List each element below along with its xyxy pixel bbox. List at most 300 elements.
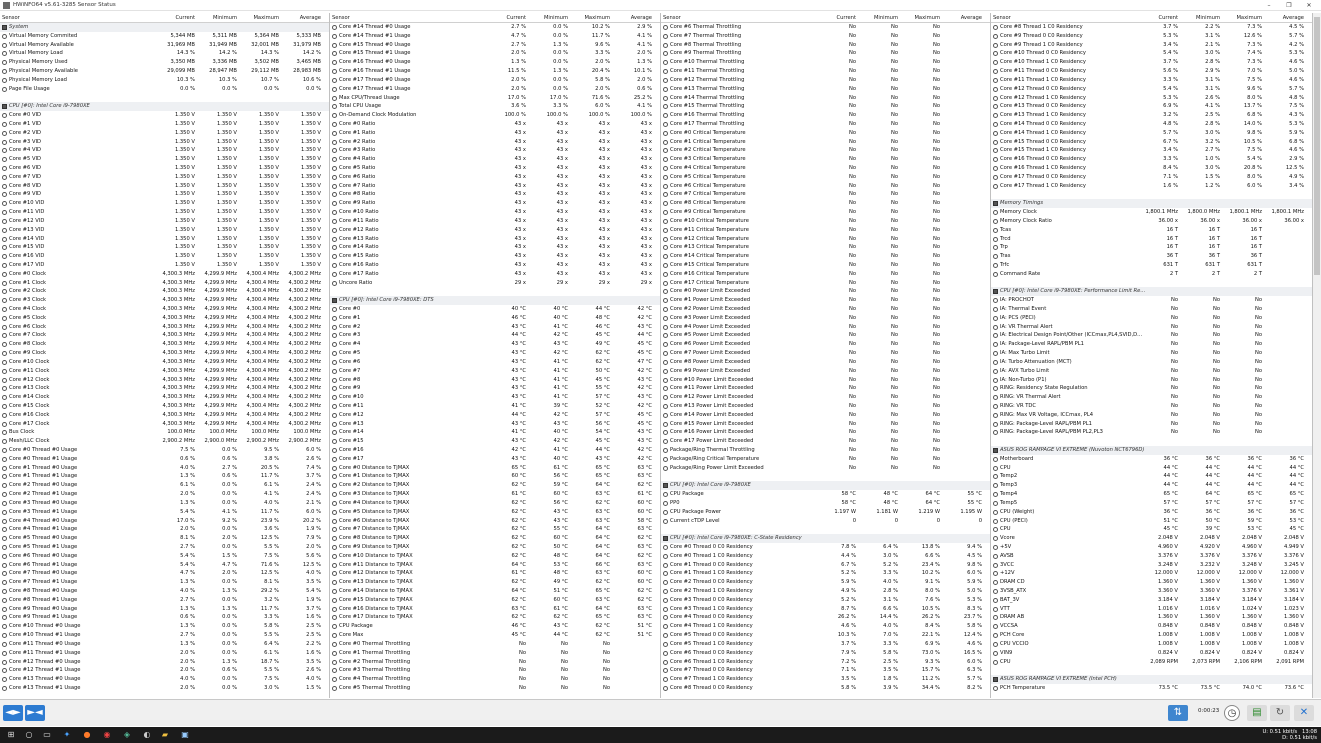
app-icon-1[interactable]: ✦ xyxy=(63,730,71,739)
sensor-row[interactable] xyxy=(661,393,990,402)
sensor-row[interactable] xyxy=(0,411,329,420)
sensor-row[interactable] xyxy=(330,270,660,279)
sensor-row[interactable] xyxy=(991,569,1312,578)
sensor-row[interactable] xyxy=(0,490,329,499)
sensor-row[interactable] xyxy=(330,173,660,182)
sensor-row[interactable] xyxy=(0,631,329,640)
clock-icon[interactable]: ◷ xyxy=(1224,705,1240,721)
sensor-row[interactable] xyxy=(0,305,329,314)
sensor-row[interactable] xyxy=(0,640,329,649)
sensor-row[interactable] xyxy=(991,208,1312,217)
sensor-row[interactable] xyxy=(330,146,660,155)
sensor-row[interactable] xyxy=(991,296,1312,305)
sensor-row[interactable] xyxy=(661,243,990,252)
sensor-row[interactable] xyxy=(0,120,329,129)
sensor-row[interactable] xyxy=(330,41,660,50)
sensor-row[interactable] xyxy=(991,331,1312,340)
sensor-row[interactable] xyxy=(661,279,990,288)
sensor-row[interactable] xyxy=(0,613,329,622)
sensor-row[interactable] xyxy=(661,376,990,385)
sensor-row[interactable] xyxy=(330,472,660,481)
sensor-row[interactable] xyxy=(330,349,660,358)
sensor-row[interactable] xyxy=(661,569,990,578)
sensor-row[interactable] xyxy=(661,684,990,693)
sensor-row[interactable] xyxy=(0,279,329,288)
sensor-row[interactable] xyxy=(661,49,990,58)
sensor-row[interactable] xyxy=(0,472,329,481)
sensor-row[interactable] xyxy=(0,481,329,490)
sensor-row[interactable] xyxy=(991,85,1312,94)
sensor-row[interactable] xyxy=(661,252,990,261)
sensor-row[interactable] xyxy=(330,323,660,332)
sensor-row[interactable] xyxy=(991,129,1312,138)
sensor-row[interactable] xyxy=(330,208,660,217)
sensor-row[interactable] xyxy=(991,464,1312,473)
sensor-row[interactable] xyxy=(661,226,990,235)
header-maximum[interactable]: Maximum xyxy=(914,15,940,21)
header-minimum[interactable]: Minimum xyxy=(543,15,568,21)
sensor-row[interactable] xyxy=(0,349,329,358)
sensor-row[interactable] xyxy=(661,490,990,499)
sensor-row[interactable] xyxy=(0,261,329,270)
column-header[interactable] xyxy=(0,13,329,23)
sensor-row[interactable] xyxy=(0,182,329,191)
sensor-row[interactable] xyxy=(0,41,329,50)
header-sensor[interactable]: Sensor xyxy=(2,15,20,21)
sensor-row[interactable] xyxy=(0,138,329,147)
sensor-row[interactable] xyxy=(661,102,990,111)
sensor-row[interactable] xyxy=(661,296,990,305)
sensor-row[interactable] xyxy=(0,684,329,693)
sensor-row[interactable] xyxy=(0,235,329,244)
sensor-row[interactable] xyxy=(991,411,1312,420)
sensor-row[interactable] xyxy=(330,640,660,649)
sensor-row[interactable] xyxy=(0,561,329,570)
app-icon-4[interactable]: ◐ xyxy=(143,730,151,739)
sensor-row[interactable] xyxy=(661,622,990,631)
sensor-row[interactable] xyxy=(0,446,329,455)
sensor-row[interactable] xyxy=(330,578,660,587)
sensor-row[interactable] xyxy=(0,164,329,173)
sensor-row[interactable] xyxy=(991,67,1312,76)
task-view-icon[interactable]: ▭ xyxy=(43,730,51,739)
sensor-row[interactable] xyxy=(991,384,1312,393)
sensor-row[interactable] xyxy=(661,578,990,587)
sensor-row[interactable] xyxy=(330,481,660,490)
vertical-scrollbar[interactable] xyxy=(1313,13,1321,698)
sensor-row[interactable] xyxy=(330,428,660,437)
header-average[interactable]: Average xyxy=(299,15,321,21)
sensor-row[interactable] xyxy=(330,622,660,631)
sensor-row[interactable] xyxy=(991,120,1312,129)
sensor-row[interactable] xyxy=(661,605,990,614)
header-current[interactable]: Current xyxy=(836,15,856,21)
sensor-row[interactable] xyxy=(991,58,1312,67)
sensor-row[interactable] xyxy=(661,208,990,217)
sensor-row[interactable] xyxy=(661,596,990,605)
sensor-panel-2[interactable] xyxy=(330,13,661,698)
sensor-group[interactable] xyxy=(991,675,1312,684)
hwinfo-taskbar-icon[interactable]: ▣ xyxy=(181,730,189,739)
sensor-row[interactable] xyxy=(0,649,329,658)
column-header[interactable] xyxy=(991,13,1312,23)
sensor-row[interactable] xyxy=(661,155,990,164)
sensor-row[interactable] xyxy=(330,358,660,367)
sensor-row[interactable] xyxy=(0,252,329,261)
sensor-group[interactable] xyxy=(330,296,660,305)
sensor-row[interactable] xyxy=(330,605,660,614)
sensor-row[interactable] xyxy=(0,190,329,199)
sensor-row[interactable] xyxy=(991,146,1312,155)
sensor-row[interactable] xyxy=(330,666,660,675)
sensor-row[interactable] xyxy=(330,376,660,385)
sensor-group[interactable] xyxy=(0,23,329,32)
sensor-row[interactable] xyxy=(991,393,1312,402)
sensor-row[interactable] xyxy=(0,376,329,385)
sensor-row[interactable] xyxy=(0,146,329,155)
minimize-button[interactable]: – xyxy=(1267,2,1271,9)
sensor-row[interactable] xyxy=(0,217,329,226)
sensor-row[interactable] xyxy=(0,367,329,376)
sensor-row[interactable] xyxy=(991,102,1312,111)
sensor-group[interactable] xyxy=(661,481,990,490)
sensor-row[interactable] xyxy=(661,182,990,191)
header-current[interactable]: Current xyxy=(1158,15,1178,21)
sensor-row[interactable] xyxy=(330,534,660,543)
sensor-row[interactable] xyxy=(0,525,329,534)
sensor-row[interactable] xyxy=(991,314,1312,323)
sensor-row[interactable] xyxy=(330,552,660,561)
sensor-row[interactable] xyxy=(661,120,990,129)
header-current[interactable]: Current xyxy=(506,15,526,21)
sensor-row[interactable] xyxy=(991,226,1312,235)
sensor-row[interactable] xyxy=(330,464,660,473)
sensor-row[interactable] xyxy=(330,199,660,208)
sensor-row[interactable] xyxy=(661,411,990,420)
sensor-group[interactable] xyxy=(0,102,329,111)
sensor-row[interactable] xyxy=(661,331,990,340)
sensor-row[interactable] xyxy=(661,420,990,429)
sensor-row[interactable] xyxy=(330,587,660,596)
sensor-row[interactable] xyxy=(0,402,329,411)
sensor-row[interactable] xyxy=(991,587,1312,596)
sensor-row[interactable] xyxy=(661,323,990,332)
sensor-row[interactable] xyxy=(0,296,329,305)
sensor-row[interactable] xyxy=(991,658,1312,667)
sensor-row[interactable] xyxy=(991,481,1312,490)
sensor-row[interactable] xyxy=(991,41,1312,50)
sensor-row[interactable] xyxy=(991,340,1312,349)
sensor-row[interactable] xyxy=(0,517,329,526)
sensor-row[interactable] xyxy=(991,649,1312,658)
sensor-row[interactable] xyxy=(661,76,990,85)
sensor-row[interactable] xyxy=(330,649,660,658)
sensor-row[interactable] xyxy=(991,517,1312,526)
sensor-row[interactable] xyxy=(991,376,1312,385)
network-button[interactable]: ⇅ xyxy=(1168,705,1188,721)
search-icon[interactable]: ○ xyxy=(25,730,33,739)
sensor-row[interactable] xyxy=(661,428,990,437)
app-icon-2[interactable]: ◉ xyxy=(103,730,111,739)
sensor-group[interactable] xyxy=(991,446,1312,455)
sensor-row[interactable] xyxy=(330,675,660,684)
sensor-row[interactable] xyxy=(991,367,1312,376)
sensor-row[interactable] xyxy=(330,138,660,147)
sensor-row[interactable] xyxy=(330,331,660,340)
sensor-row[interactable] xyxy=(0,437,329,446)
sensor-row[interactable] xyxy=(0,666,329,675)
sensor-row[interactable] xyxy=(0,173,329,182)
sensor-row[interactable] xyxy=(330,261,660,270)
sensor-row[interactable] xyxy=(0,464,329,473)
sensor-row[interactable] xyxy=(991,358,1312,367)
sensor-row[interactable] xyxy=(661,58,990,67)
sensor-row[interactable] xyxy=(991,349,1312,358)
sensor-row[interactable] xyxy=(330,525,660,534)
sensor-row[interactable] xyxy=(330,164,660,173)
sensor-row[interactable] xyxy=(330,543,660,552)
sensor-row[interactable] xyxy=(661,41,990,50)
sensor-row[interactable] xyxy=(330,561,660,570)
sensor-row[interactable] xyxy=(0,596,329,605)
sensor-row[interactable] xyxy=(0,534,329,543)
column-header[interactable] xyxy=(330,13,660,23)
sensor-row[interactable] xyxy=(661,85,990,94)
sensor-row[interactable] xyxy=(330,658,660,667)
sensor-row[interactable] xyxy=(330,279,660,288)
sensor-row[interactable] xyxy=(661,270,990,279)
sensor-row[interactable] xyxy=(991,499,1312,508)
sensor-row[interactable] xyxy=(991,182,1312,191)
sensor-row[interactable] xyxy=(0,569,329,578)
sensor-row[interactable] xyxy=(661,190,990,199)
sensor-row[interactable] xyxy=(330,393,660,402)
sensor-row[interactable] xyxy=(991,217,1312,226)
sensor-row[interactable] xyxy=(330,384,660,393)
sensor-row[interactable] xyxy=(0,111,329,120)
sensor-row[interactable] xyxy=(330,631,660,640)
sensor-row[interactable] xyxy=(330,190,660,199)
collapse-right-button[interactable]: ►◄ xyxy=(25,705,45,721)
sensor-row[interactable] xyxy=(661,640,990,649)
sensor-row[interactable] xyxy=(0,331,329,340)
sensor-row[interactable] xyxy=(0,499,329,508)
browser-icon[interactable]: ● xyxy=(83,730,91,739)
sensor-row[interactable] xyxy=(330,499,660,508)
sensor-row[interactable] xyxy=(661,23,990,32)
maximize-button[interactable]: ❐ xyxy=(1286,2,1292,9)
sensor-row[interactable] xyxy=(991,622,1312,631)
sensor-row[interactable] xyxy=(991,605,1312,614)
log-button[interactable]: ▤ xyxy=(1247,705,1267,721)
sensor-row[interactable] xyxy=(661,138,990,147)
sensor-row[interactable] xyxy=(0,420,329,429)
sensor-row[interactable] xyxy=(330,420,660,429)
sensor-row[interactable] xyxy=(661,613,990,622)
sensor-row[interactable] xyxy=(330,217,660,226)
sensor-row[interactable] xyxy=(0,208,329,217)
sensor-row[interactable] xyxy=(661,94,990,103)
header-average[interactable]: Average xyxy=(630,15,652,21)
sensor-row[interactable] xyxy=(991,640,1312,649)
sensor-row[interactable] xyxy=(0,270,329,279)
sensor-row[interactable] xyxy=(330,49,660,58)
sensor-row[interactable] xyxy=(330,58,660,67)
sensor-row[interactable] xyxy=(991,543,1312,552)
reset-button[interactable]: ↻ xyxy=(1270,705,1290,721)
sensor-row[interactable] xyxy=(0,85,329,94)
sensor-row[interactable] xyxy=(661,658,990,667)
sensor-row[interactable] xyxy=(0,543,329,552)
sensor-row[interactable] xyxy=(330,102,660,111)
sensor-row[interactable] xyxy=(661,631,990,640)
header-minimum[interactable]: Minimum xyxy=(873,15,898,21)
sensor-row[interactable] xyxy=(991,472,1312,481)
sensor-row[interactable] xyxy=(991,49,1312,58)
sensor-row[interactable] xyxy=(991,261,1312,270)
header-sensor[interactable]: Sensor xyxy=(993,15,1011,21)
header-current[interactable]: Current xyxy=(175,15,195,21)
sensor-panel-4[interactable] xyxy=(991,13,1313,698)
sensor-row[interactable] xyxy=(661,649,990,658)
header-minimum[interactable]: Minimum xyxy=(1195,15,1220,21)
sensor-row[interactable] xyxy=(0,428,329,437)
sensor-row[interactable] xyxy=(330,613,660,622)
sensor-row[interactable] xyxy=(661,464,990,473)
sensor-row[interactable] xyxy=(661,367,990,376)
sensor-row[interactable] xyxy=(661,666,990,675)
sensor-row[interactable] xyxy=(661,499,990,508)
sensor-row[interactable] xyxy=(0,199,329,208)
sensor-row[interactable] xyxy=(330,129,660,138)
sensor-group[interactable] xyxy=(661,534,990,543)
sensor-row[interactable] xyxy=(661,543,990,552)
sensor-row[interactable] xyxy=(330,305,660,314)
sensor-row[interactable] xyxy=(991,23,1312,32)
sensor-row[interactable] xyxy=(991,235,1312,244)
sensor-row[interactable] xyxy=(661,508,990,517)
sensor-row[interactable] xyxy=(330,437,660,446)
sensor-row[interactable] xyxy=(661,455,990,464)
sensor-row[interactable] xyxy=(991,305,1312,314)
sensor-row[interactable] xyxy=(991,155,1312,164)
sensor-row[interactable] xyxy=(991,32,1312,41)
sensor-row[interactable] xyxy=(0,155,329,164)
sensor-row[interactable] xyxy=(991,631,1312,640)
sensor-row[interactable] xyxy=(661,164,990,173)
sensor-row[interactable] xyxy=(661,437,990,446)
sensor-group[interactable] xyxy=(991,199,1312,208)
sensor-group[interactable] xyxy=(991,287,1312,296)
header-maximum[interactable]: Maximum xyxy=(253,15,279,21)
sensor-row[interactable] xyxy=(0,340,329,349)
sensor-row[interactable] xyxy=(0,67,329,76)
sensor-panel-3[interactable] xyxy=(661,13,991,698)
sensor-row[interactable] xyxy=(0,76,329,85)
sensor-row[interactable] xyxy=(661,517,990,526)
sensor-row[interactable] xyxy=(991,111,1312,120)
sensor-row[interactable] xyxy=(0,508,329,517)
sensor-row[interactable] xyxy=(661,587,990,596)
sensor-row[interactable] xyxy=(330,684,660,693)
sensor-row[interactable] xyxy=(661,552,990,561)
sensor-row[interactable] xyxy=(330,23,660,32)
scrollbar-thumb[interactable] xyxy=(1314,17,1320,275)
sensor-row[interactable] xyxy=(0,455,329,464)
sensor-row[interactable] xyxy=(991,420,1312,429)
header-sensor[interactable]: Sensor xyxy=(663,15,681,21)
sensor-row[interactable] xyxy=(661,446,990,455)
sensor-row[interactable] xyxy=(661,340,990,349)
sensor-row[interactable] xyxy=(661,199,990,208)
sensor-row[interactable] xyxy=(330,226,660,235)
sensor-row[interactable] xyxy=(661,146,990,155)
sensor-row[interactable] xyxy=(991,596,1312,605)
sensor-row[interactable] xyxy=(0,587,329,596)
sensor-row[interactable] xyxy=(0,605,329,614)
sensor-row[interactable] xyxy=(991,534,1312,543)
sensor-row[interactable] xyxy=(330,120,660,129)
app-icon-3[interactable]: ◈ xyxy=(123,730,131,739)
folder-icon[interactable]: ▰ xyxy=(161,730,169,739)
sensor-panel-1[interactable] xyxy=(0,13,330,698)
sensor-row[interactable] xyxy=(0,129,329,138)
sensor-row[interactable] xyxy=(0,393,329,402)
sensor-row[interactable] xyxy=(991,173,1312,182)
sensor-row[interactable] xyxy=(0,323,329,332)
sensor-row[interactable] xyxy=(991,552,1312,561)
sensor-row[interactable] xyxy=(330,32,660,41)
sensor-row[interactable] xyxy=(661,67,990,76)
header-maximum[interactable]: Maximum xyxy=(1236,15,1262,21)
sensor-row[interactable] xyxy=(0,622,329,631)
sensor-row[interactable] xyxy=(330,517,660,526)
sensor-row[interactable] xyxy=(0,32,329,41)
header-sensor[interactable]: Sensor xyxy=(332,15,350,21)
collapse-left-button[interactable]: ◄► xyxy=(3,705,23,721)
sensor-row[interactable] xyxy=(661,675,990,684)
sensor-row[interactable] xyxy=(991,525,1312,534)
sensor-row[interactable] xyxy=(0,658,329,667)
sensor-row[interactable] xyxy=(330,455,660,464)
sensor-row[interactable] xyxy=(991,243,1312,252)
sensor-row[interactable] xyxy=(330,367,660,376)
sensor-row[interactable] xyxy=(330,85,660,94)
header-average[interactable]: Average xyxy=(1282,15,1304,21)
sensor-row[interactable] xyxy=(330,76,660,85)
sensor-row[interactable] xyxy=(991,613,1312,622)
sensor-row[interactable] xyxy=(661,261,990,270)
sensor-row[interactable] xyxy=(330,490,660,499)
sensor-row[interactable] xyxy=(330,235,660,244)
header-maximum[interactable]: Maximum xyxy=(584,15,610,21)
sensor-row[interactable] xyxy=(330,596,660,605)
sensor-row[interactable] xyxy=(330,508,660,517)
sensor-row[interactable] xyxy=(991,578,1312,587)
header-average[interactable]: Average xyxy=(960,15,982,21)
sensor-row[interactable] xyxy=(0,58,329,67)
sensor-row[interactable] xyxy=(0,287,329,296)
sensor-row[interactable] xyxy=(330,243,660,252)
header-minimum[interactable]: Minimum xyxy=(212,15,237,21)
sensor-row[interactable] xyxy=(0,243,329,252)
sensor-row[interactable] xyxy=(991,508,1312,517)
sensor-row[interactable] xyxy=(991,138,1312,147)
sensor-row[interactable] xyxy=(330,111,660,120)
close-button[interactable]: ✕ xyxy=(1306,2,1312,9)
sensor-row[interactable] xyxy=(661,235,990,244)
sensor-row[interactable] xyxy=(330,340,660,349)
